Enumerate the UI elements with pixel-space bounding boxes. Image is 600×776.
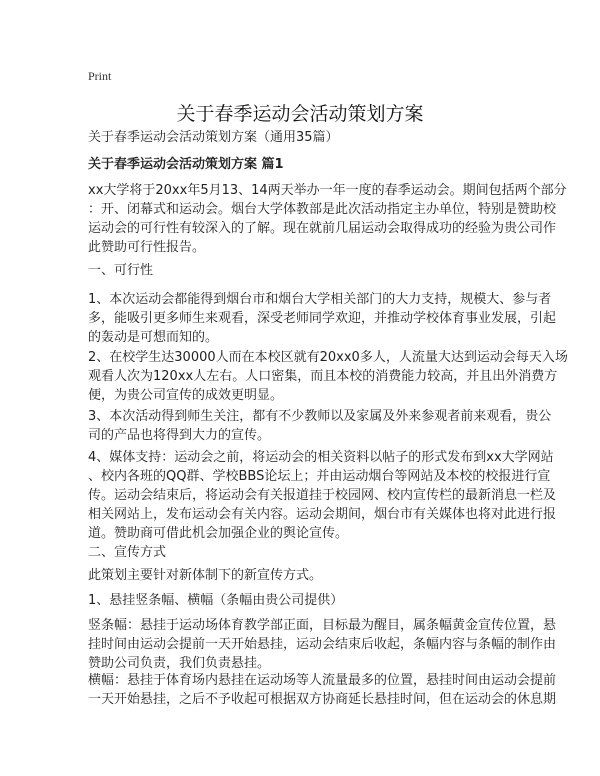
text-line: 多，能吸引更多师生来观看，深受老师同学欢迎，并推动学校体育事业发展，引起 <box>88 311 557 326</box>
horizontal-banner-paragraph <box>88 671 557 709</box>
text-line: 此赞助可行性报告。 <box>88 240 206 255</box>
text-line: 运动会的可行性有较深入的了解。现在就前几届运动会取得成功的经验为贵公司作 <box>88 221 557 236</box>
text-line: 道。赞助商可借此机会加强企业的舆论宣传。 <box>88 526 349 541</box>
paragraph-3 <box>88 407 552 445</box>
paragraph-4 <box>88 448 557 543</box>
text-line: 赞助公司负责，我们负责悬挂。 <box>88 656 271 671</box>
text-line: 二、宣传方式 <box>88 545 167 560</box>
text-line: 一、可行性 <box>88 263 154 278</box>
print-label: Print <box>88 69 112 83</box>
promotion-intro <box>88 566 528 585</box>
text-line: 司的产品也将得到大力的宣传。 <box>88 428 271 443</box>
paragraph-2 <box>88 348 568 405</box>
text-line: 一天开始悬挂，之后不予收起可根据双方协商延长悬挂时间，但在运动会的休息期 <box>88 692 557 707</box>
text-line: 1、悬挂竖条幅、横幅（条幅由贵公司提供） <box>88 593 344 608</box>
text-line: 3、本次活动得到师生关注，都有不少教师以及家属及外来参观者前来观看，贵公 <box>88 409 552 424</box>
section-heading: 关于春季运动会活动策划方案 篇1 <box>88 157 284 172</box>
subtitle: 关于春季运动会活动策划方案（通用35篇） <box>88 130 339 145</box>
text-line: 此策划主要针对新体制下的新宣传方式。 <box>88 568 323 583</box>
paragraph-1 <box>88 290 557 347</box>
text-line: 2、在校学生达30000人而在本校区就有20xx0多人，人流量大达到运动会每天入场 <box>88 350 568 365</box>
promotion-item-1 <box>88 591 528 610</box>
text-line: 观看人次为120xx人左右。人口密集，而且本校的消费能力较高，并且出外消费方 <box>88 369 558 384</box>
heading-promotion <box>88 543 528 562</box>
heading-feasibility <box>88 261 528 280</box>
text-line: 4、媒体支持：运动会之前，将运动会的相关资料以帖子的形式发布到xx大学网站 <box>88 450 554 465</box>
text-line: 、校内各班的QQ群、学校BBS论坛上；并由运动烟台等网站及本校的校报进行宣 <box>88 469 551 484</box>
page-title: 关于春季运动会活动策划方案 <box>176 103 424 125</box>
text-line: 横幅：悬挂于体育场内悬挂在运动场等人流量最多的位置，悬挂时间由运动会提前 <box>88 673 557 688</box>
text-line: ：开、闭幕式和运动会。烟台大学体教部是此次活动指定主办单位，特别是赞助校 <box>88 202 557 217</box>
text-line: 挂时间由运动会提前一天开始悬挂，运动会结束后收起，条幅内容与条幅的制作由 <box>88 637 557 652</box>
text-line: 1、本次运动会都能得到烟台市和烟台大学相关部门的大力支持，规模大、参与者 <box>88 292 552 307</box>
text-line: 竖条幅：悬挂于运动场体育教学部正面，目标最为醒目，属条幅黄金宣传位置，悬 <box>88 618 557 633</box>
text-line: 传。运动会结束后，将运动会有关报道挂于校园网、校内宣传栏的最新消息一栏及 <box>88 488 557 503</box>
vertical-banner-paragraph <box>88 616 557 673</box>
intro-paragraph <box>88 181 567 257</box>
text-line: 便，为贵公司宣传的成效更明显。 <box>88 388 284 403</box>
text-line: 的轰动是可想而知的。 <box>88 330 219 345</box>
text-line: 相关网站上，发布运动会有关内容。运动会期间，烟台市有关媒体也将对此进行报 <box>88 507 557 522</box>
text-line: xx大学将于20xx年5月13、14两天举办一年一度的春季运动会。期间包括两个部分 <box>88 183 567 198</box>
